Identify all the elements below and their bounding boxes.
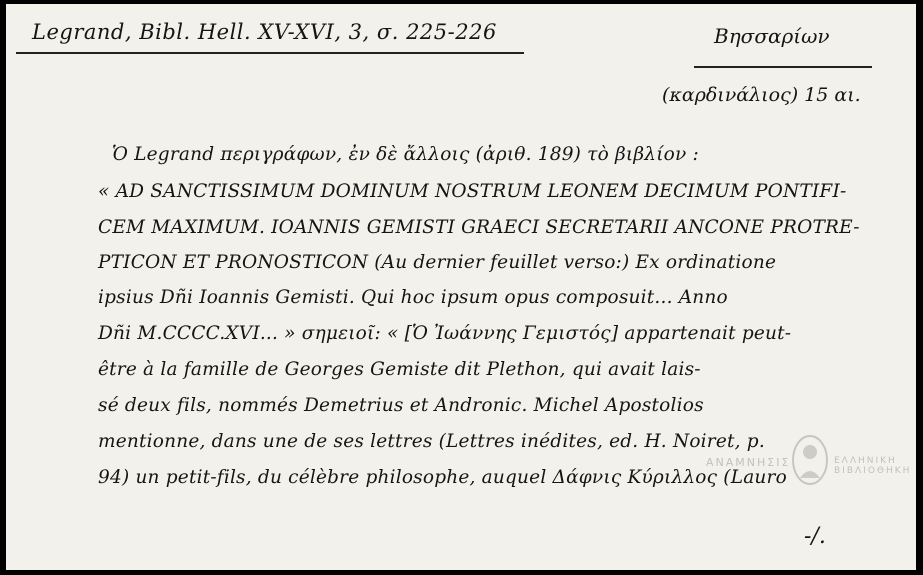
continuation-mark: -/. [804,524,826,549]
name-underline [694,66,872,68]
text-line: mentionne, dans une de ses lettres (Lettres inédites, ed. H. Noiret, p. [98,431,765,452]
watermark-seal-icon [790,434,830,486]
text-line: ipsius Dñi Ioannis Gemisti. Qui hoc ipsum opus composuit... Anno [98,287,728,308]
text-line: Ὁ Legrand περιγράφων, ἐν δὲ ἄλλοις (ἀριθ. 189) τὸ βιβλίον : [112,144,699,165]
index-card [6,4,916,570]
subject-name: Βησσαρίων [714,24,830,48]
text-line: PTICON ET PRONOSTICON (Au dernier feuillet verso:) Ex ordinatione [98,252,777,273]
text-line: Dñi M.CCCC.XVI... » σημειοῖ: « [Ὁ Ἰωάννης Γεμιστός] appartenait peut- [98,323,792,344]
text-line: 94) un petit-fils, du célèbre philosophe, auquel Δάφνις Κύριλλος (Lauro [98,467,787,488]
reference-underline [16,52,524,54]
watermark-right-text: ΕΛΛΗΝΙΚΗ ΒΙΒΛΙΟΘΗΚΗ [834,456,912,476]
text-line: « AD SANCTISSIMUM DOMINUM NOSTRUM LEONEM DECIMUM PONTIFI- [98,181,847,202]
bibliographic-reference: Legrand, Bibl. Hell. XV-XVI, 3, σ. 225-226 [32,20,497,44]
text-line: CEM MAXIMUM. IOANNIS GEMISTI GRAECI SECRETARII ANCONE PROTRE- [98,217,860,238]
text-line: être à la famille de Georges Gemiste dit Plethon, qui avait lais- [98,359,701,380]
watermark-left-text: ΑΝΑΜΝΗΣΙΣ [706,456,791,469]
subject-subtitle: (καρδινάλιος) 15 αι. [662,84,861,106]
text-line: sé deux fils, nommés Demetrius et Andronic. Michel Apostolios [98,395,704,416]
